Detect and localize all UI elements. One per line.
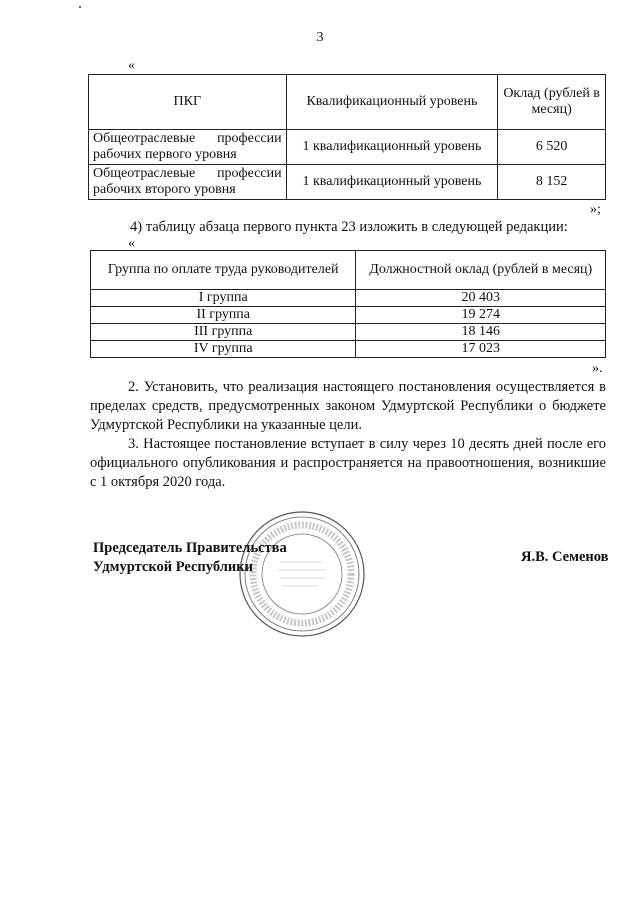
table-header-row (91, 251, 606, 290)
header-pay-group: Группа по оплате труда руководителей (91, 251, 356, 290)
table-cell-level: 1 квалификационный уровень (286, 130, 498, 165)
table-cell-salary: 6 520 (498, 130, 606, 165)
table-cell-profession: Общеотраслевые профессии рабочих первого уровня (89, 130, 287, 165)
table-cell-salary: 20 403 (356, 290, 606, 307)
table-cell-salary: 19 274 (356, 307, 606, 324)
scan-speck (79, 6, 81, 8)
table1-close-quote: »; (590, 202, 601, 217)
item-4-text: 4) таблицу абзаца первого пункта 23 изложить в следующей редакции: (130, 219, 568, 235)
signer-name: Я.В. Семенов (521, 549, 609, 565)
salary-table-pkg (88, 74, 606, 200)
manager-salary-table (90, 250, 606, 358)
header-pkg: ПКГ (89, 75, 287, 130)
table-row (91, 341, 606, 358)
signer-title (93, 539, 287, 577)
table-cell-salary: 18 146 (356, 324, 606, 341)
paragraph-3: 3. Настоящее постановление вступает в силу через 10 десять дней после его официального опубликования и распространяется на правоотношения, возникшие с 1 октября 2020 года. (90, 436, 606, 490)
table2-close-quote: ». (592, 361, 603, 376)
table-cell-group: I группа (91, 290, 356, 307)
open-quote-1: « (128, 58, 135, 73)
table-cell-group: II группа (91, 307, 356, 324)
paragraph-2: 2. Установить, что реализация настоящего постановления осуществляется в пределах средств, предусмотренных законом Удмуртской Республики о бюджете Удмуртской Республики на указанные цели. (90, 379, 606, 433)
table-header-row (89, 75, 606, 130)
table-row (91, 307, 606, 324)
header-official-salary: Должностной оклад (рублей в месяц) (356, 251, 606, 290)
page-number: 3 (316, 30, 324, 45)
signer-title-line-1: Председатель Правительства (93, 540, 287, 556)
open-quote-2: « (128, 236, 135, 251)
table-cell-level: 1 квалификационный уровень (286, 165, 498, 200)
table-row (91, 324, 606, 341)
header-salary: Оклад (рублей в месяц) (498, 75, 606, 130)
table-row (91, 290, 606, 307)
table-row (89, 130, 606, 165)
signer-title-line-2: Удмуртской Республики (93, 559, 253, 575)
table-cell-group: IV группа (91, 341, 356, 358)
table-cell-profession: Общеотраслевые профессии рабочих второго уровня (89, 165, 287, 200)
table-row (89, 165, 606, 200)
table-cell-group: III группа (91, 324, 356, 341)
header-qualification-level: Квалификационный уровень (286, 75, 498, 130)
table-cell-salary: 8 152 (498, 165, 606, 200)
table-cell-salary: 17 023 (356, 341, 606, 358)
